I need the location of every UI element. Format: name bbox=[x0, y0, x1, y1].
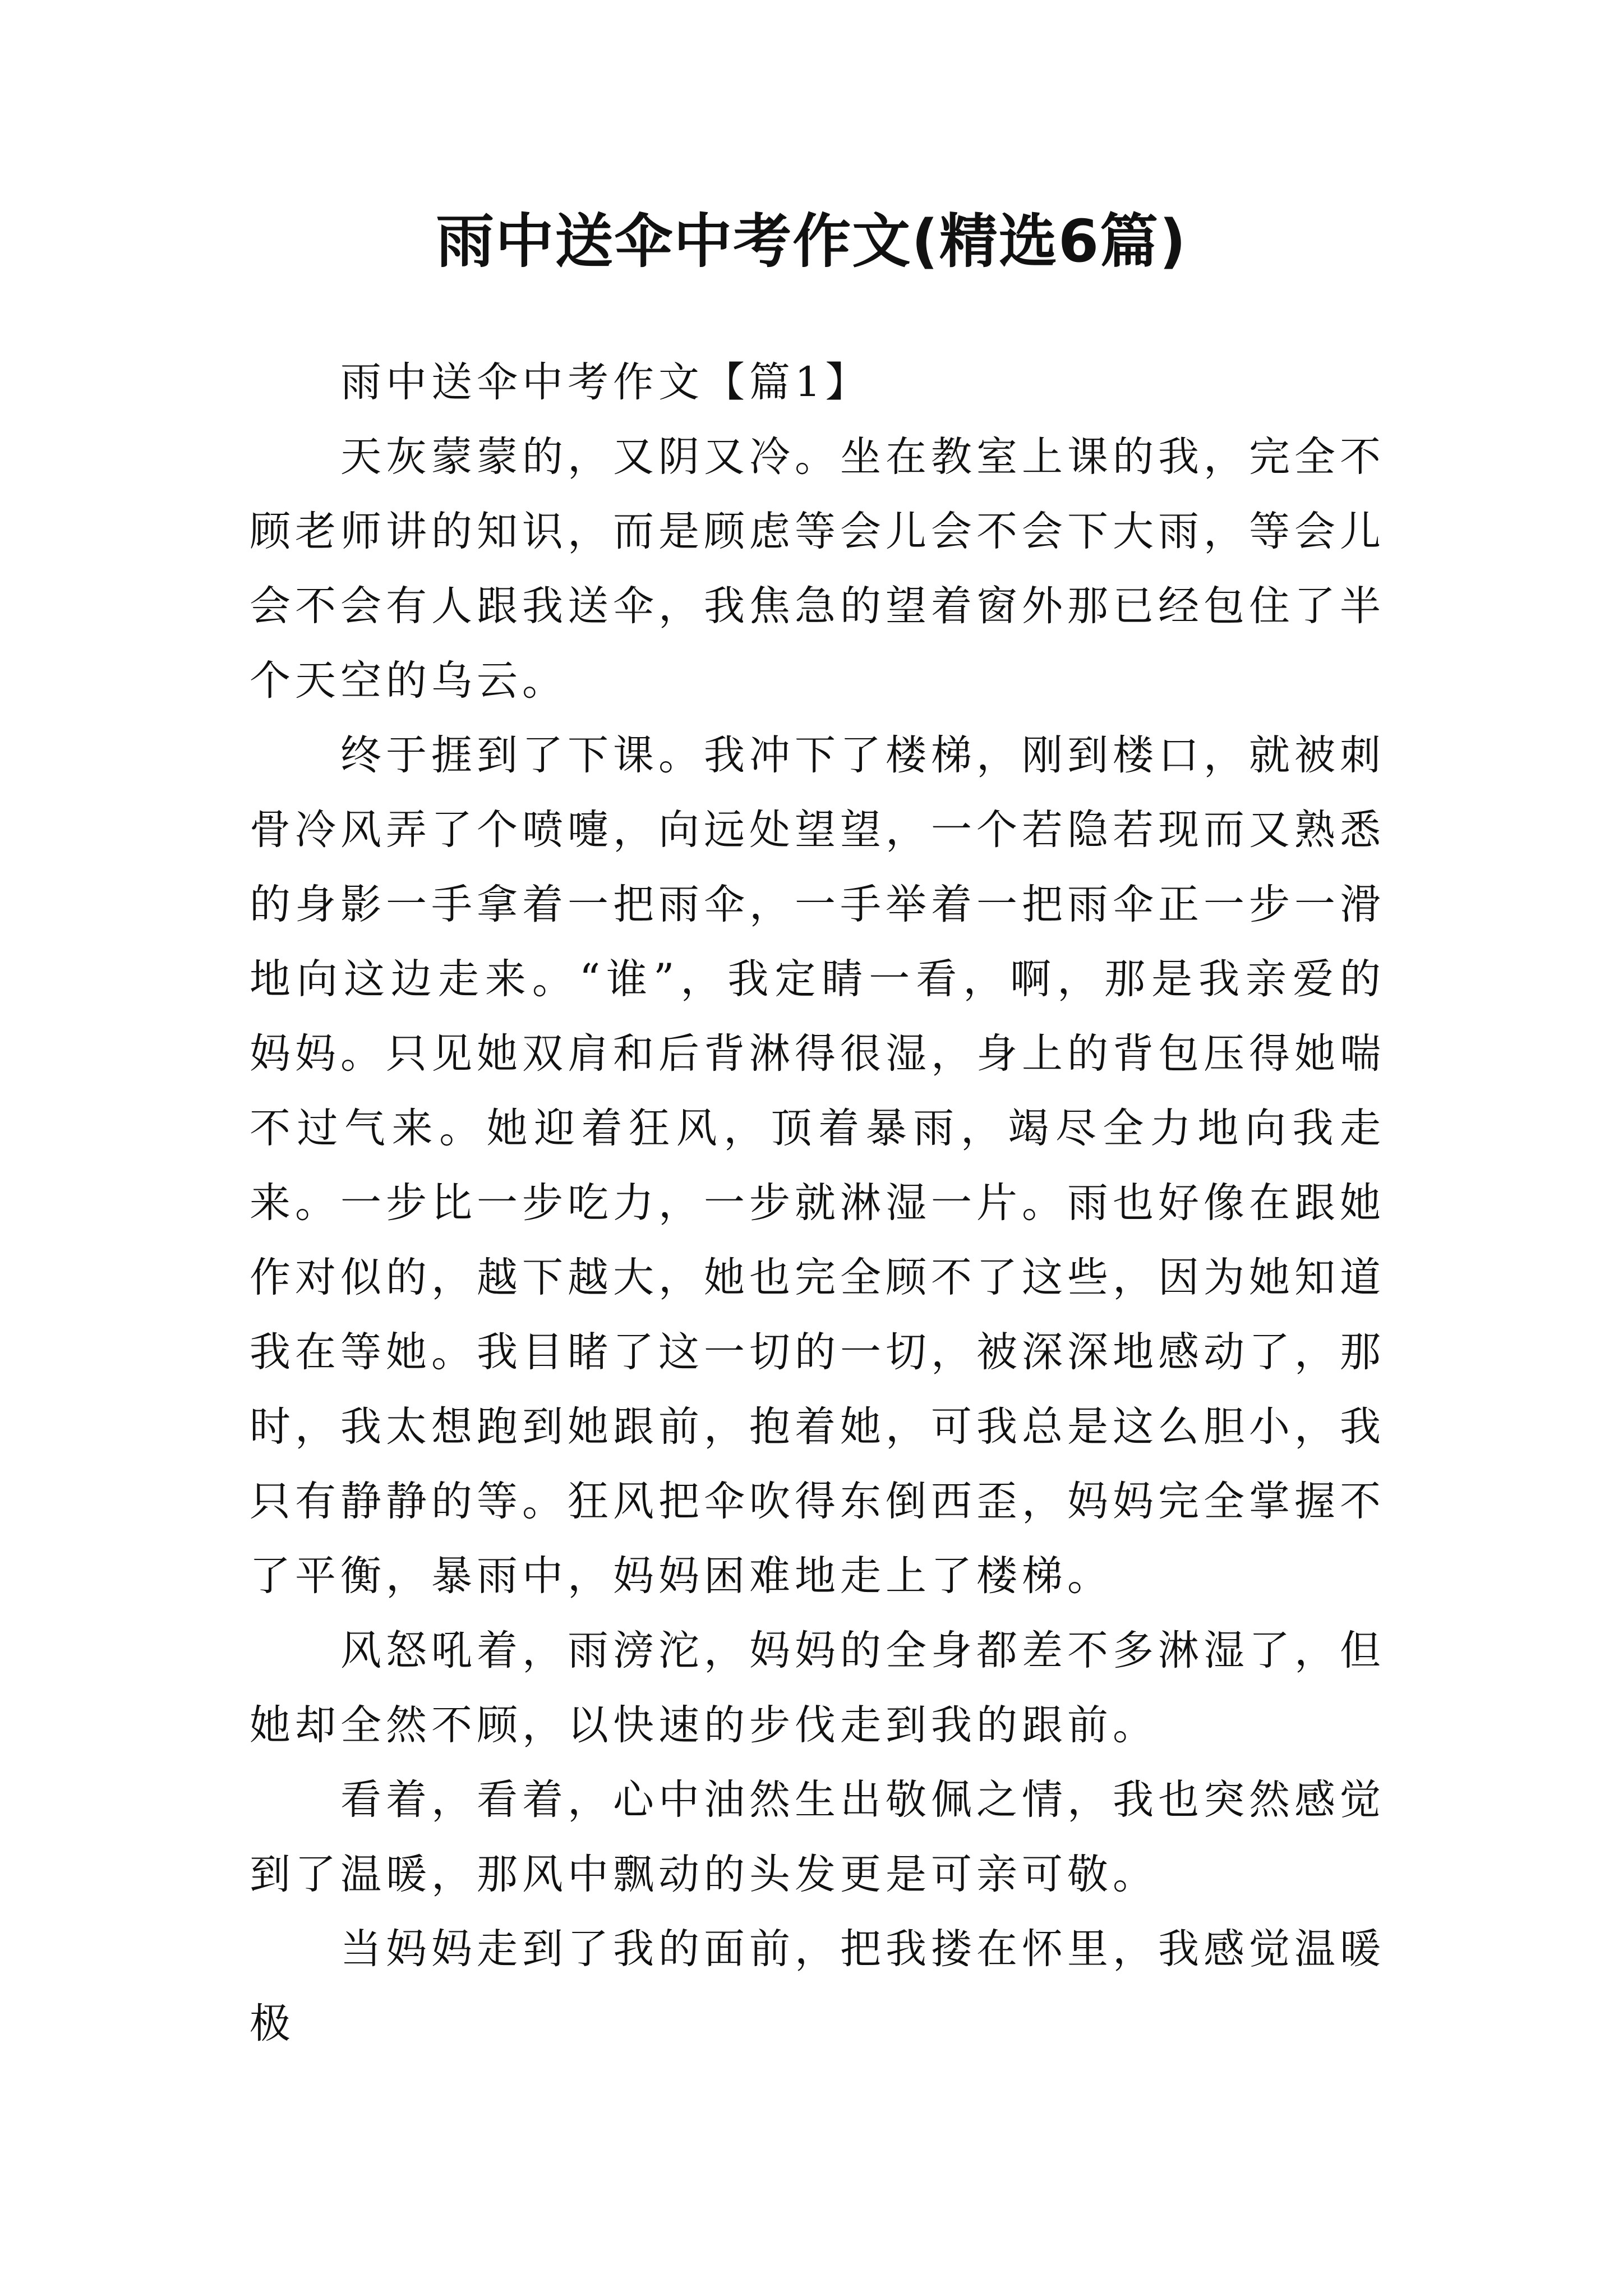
paragraph: 当妈妈走到了我的面前，把我搂在怀里，我感觉温暖极 bbox=[250, 1925, 1385, 2047]
paragraph: 终于捱到了下课。我冲下了楼梯，刚到楼口，就被刺骨冷风弄了个喷嚏，向远处望望，一个若隐若现而又熟悉的身影一手拿着一把雨伞，一手举着一把雨伞正一步一滑地向这边走来。“谁”，我定睛一看，啊，那是我亲爱的妈妈。只见她双肩和后背淋得很湿，身上的背包压得她喘不过气来。她迎着狂风，顶着暴雨，竭尽全力地向我走来。一步比一步吃力，一步就淋湿一片。雨也好像在跟她作对似的，越下越大，她也完全顾不了这些，因为她知道我在等她。我目睹了这一切的一切，被深深地感动了，那时，我太想跑到她跟前，抱着她，可我总是这么胆小，我只有静静的等。狂风把伞吹得东倒西歪，妈妈完全掌握不了平衡，暴雨中，妈妈困难地走上了楼梯。 bbox=[250, 731, 1385, 1600]
paragraph: 风怒吼着，雨滂沱，妈妈的全身都差不多淋湿了，但她却全然不顾，以快速的步伐走到我的跟前。 bbox=[250, 1627, 1385, 1749]
document-body bbox=[250, 345, 1385, 2061]
document-title: 雨中送伞中考作文(精选6篇) bbox=[436, 207, 1187, 275]
paragraph: 看着，看着，心中油然生出敬佩之情，我也突然感觉到了温暖，那风中飘动的头发更是可亲可敬。 bbox=[250, 1776, 1385, 1898]
paragraph: 天灰蒙蒙的，又阴又冷。坐在教室上课的我，完全不顾老师讲的知识，而是顾虑等会儿会不会下大雨，等会儿会不会有人跟我送伞，我焦急的望着窗外那已经包住了半个天空的乌云。 bbox=[250, 433, 1385, 705]
section-heading: 雨中送伞中考作文【篇1】 bbox=[340, 358, 871, 406]
